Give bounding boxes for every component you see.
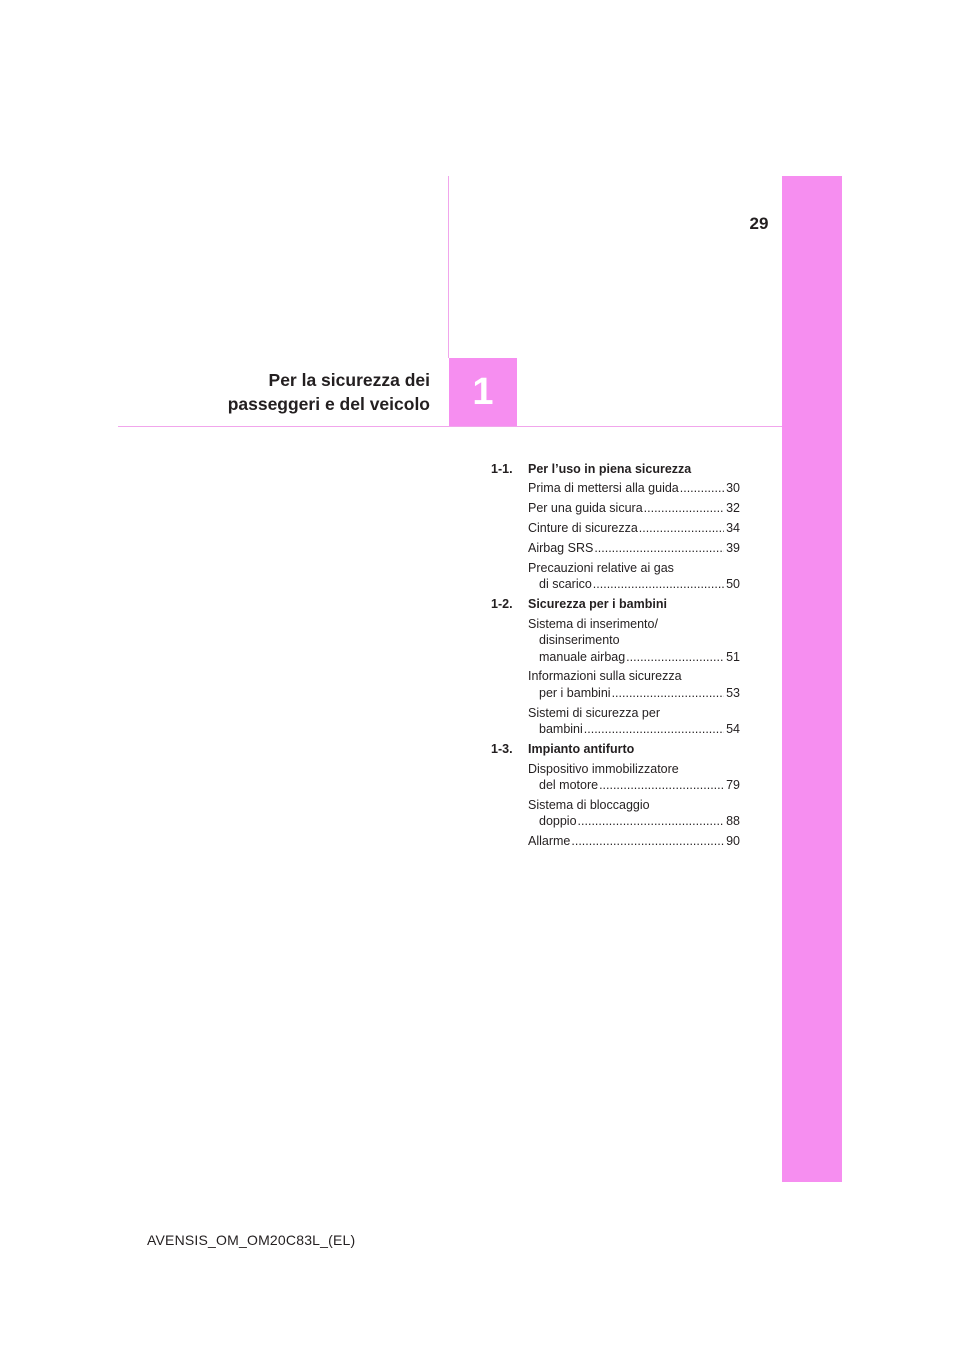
toc-entry[interactable] [528, 500, 740, 516]
toc-entry-text: Allarme [528, 834, 571, 849]
toc-section-heading[interactable] [491, 596, 740, 612]
toc-entry[interactable] [528, 520, 740, 536]
dot-leader [599, 777, 724, 793]
dot-leader [639, 520, 724, 536]
toc-entry-page: 54 [726, 722, 740, 737]
toc-entry-page: 32 [726, 501, 740, 516]
toc-entry-text: Airbag SRS [528, 541, 594, 556]
toc-entry-text: Informazioni sulla sicurezza [528, 669, 682, 684]
toc-entry-page: 79 [726, 777, 740, 792]
toc-entry[interactable] [528, 480, 740, 496]
toc-entry[interactable] [528, 761, 740, 794]
toc-entry-text: per i bambini [539, 685, 611, 700]
toc-entry-text: Prima di mettersi alla guida [528, 481, 679, 496]
dot-leader [593, 576, 724, 592]
table-of-contents [491, 461, 740, 853]
dot-leader [644, 500, 724, 516]
toc-section-number: 1-3. [491, 742, 513, 757]
chapter-title-line: passeggeri e del veicolo [227, 394, 430, 414]
toc-entry[interactable] [528, 540, 740, 556]
toc-entry-page: 51 [726, 649, 740, 664]
chapter-number: 1 [472, 370, 494, 413]
dot-leader [571, 833, 724, 849]
toc-entry[interactable] [528, 833, 740, 849]
horizontal-divider [118, 426, 782, 427]
toc-entry-text: bambini [539, 722, 583, 737]
toc-section-number: 1-1. [491, 462, 513, 476]
chapter-title-line: Per la sicurezza dei [268, 370, 430, 390]
document-code-footer: AVENSIS_OM_OM20C83L_(EL) [147, 1232, 356, 1248]
dot-leader [594, 540, 724, 556]
chapter-number-box [449, 358, 517, 426]
toc-entry[interactable] [528, 705, 740, 738]
toc-entry[interactable] [528, 668, 740, 701]
toc-entry-text: disinserimento [539, 633, 620, 648]
toc-section-heading[interactable] [491, 461, 740, 477]
dot-leader [584, 721, 724, 737]
toc-entry-text: Sistemi di sicurezza per [528, 705, 660, 720]
dot-leader [680, 480, 724, 496]
toc-section-title: Per l’uso in piena sicurezza [528, 462, 692, 476]
dot-leader [578, 813, 725, 829]
toc-section-title: Sicurezza per i bambini [528, 597, 667, 612]
toc-entry-text: di scarico [539, 577, 592, 592]
toc-section-number: 1-2. [491, 597, 513, 612]
toc-entry-page: 50 [726, 577, 740, 592]
toc-entry-page: 39 [726, 541, 740, 556]
toc-entry-text: del motore [539, 777, 599, 792]
toc-entry-text: doppio [539, 814, 577, 829]
toc-entry-text: Precauzioni relative ai gas [528, 561, 674, 576]
toc-entry-page: 30 [726, 481, 740, 496]
toc-entry-page: 34 [726, 521, 740, 536]
toc-entry-page: 53 [726, 685, 740, 700]
toc-section-heading[interactable] [491, 741, 740, 757]
toc-section-title: Impianto antifurto [528, 742, 635, 757]
page-number: 29 [749, 214, 769, 233]
toc-entry-page: 88 [726, 814, 740, 829]
toc-entry-text: Sistema di bloccaggio [528, 797, 650, 812]
toc-entry[interactable] [528, 797, 740, 830]
toc-entry-text: manuale airbag [539, 649, 626, 664]
toc-entry-text: Sistema di inserimento/ [528, 616, 658, 631]
chapter-thumb-tab [782, 176, 842, 1182]
dot-leader [612, 685, 725, 701]
toc-entry-page: 90 [726, 834, 740, 849]
dot-leader [626, 649, 724, 665]
toc-entry-text: Cinture di sicurezza [528, 521, 638, 536]
toc-entry[interactable] [528, 616, 740, 665]
toc-entry[interactable] [528, 560, 740, 593]
toc-entry-text: Dispositivo immobilizzatore [528, 761, 679, 776]
toc-entry-text: Per una guida sicura [528, 501, 643, 516]
vertical-divider [448, 176, 449, 358]
chapter-title [228, 368, 430, 416]
